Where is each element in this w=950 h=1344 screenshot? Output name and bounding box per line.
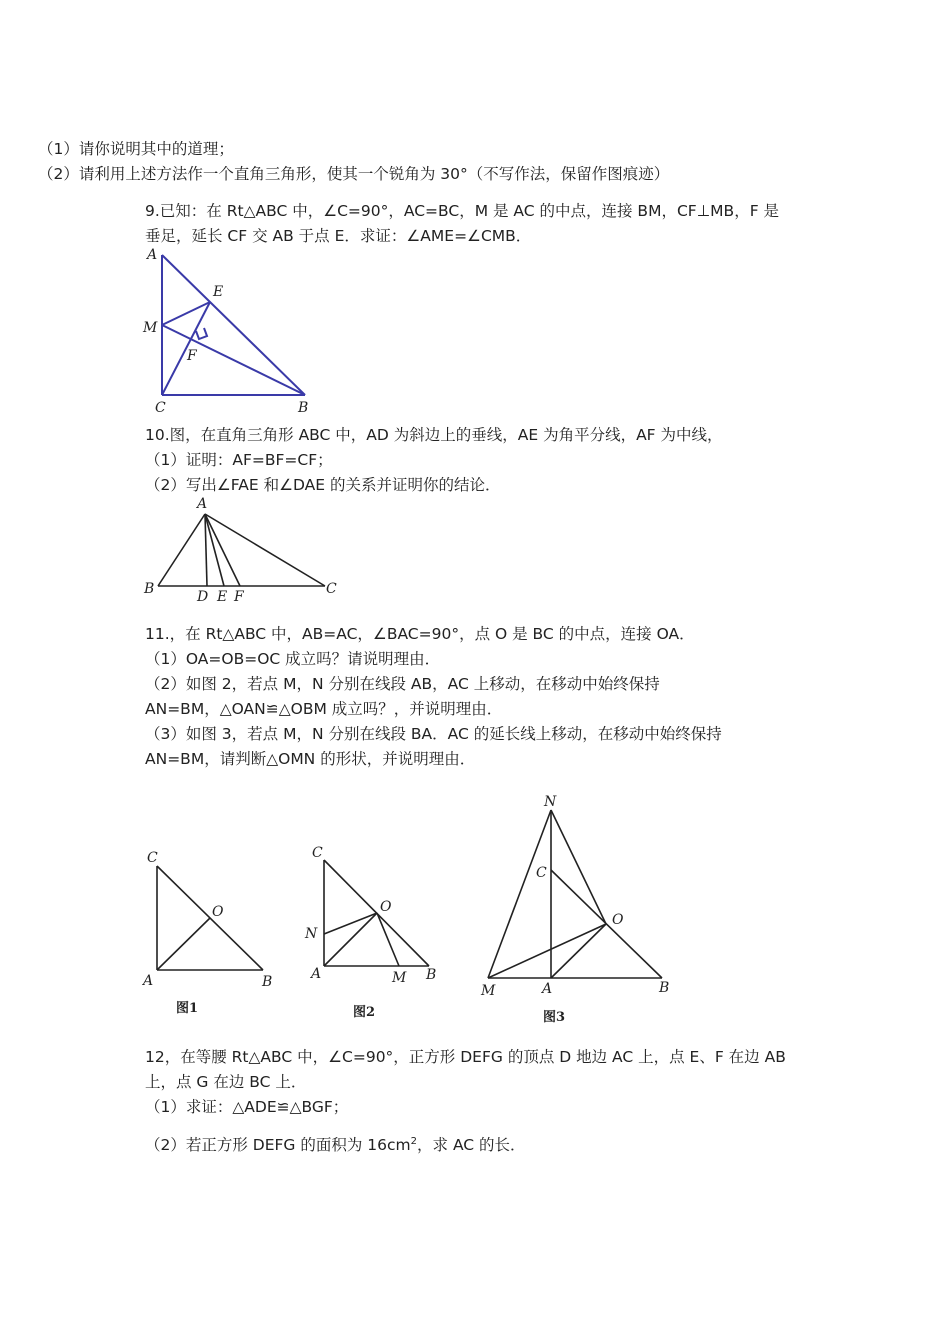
figure-q11-3 xyxy=(475,790,680,1030)
question-11-part-3: （3）如图 3，若点 M，N 分别在线段 BA．AC 的延长线上移动，在移动中始终保持 xyxy=(145,725,722,743)
label-N: N xyxy=(305,926,318,942)
question-12-part-2-text: （2）若正方形 DEFG 的面积为 16cm xyxy=(145,1136,411,1154)
label-C: C xyxy=(155,400,166,416)
label-B: B xyxy=(298,400,309,416)
question-10-part-2: （2）写出∠FAE 和∠DAE 的关系并证明你的结论． xyxy=(145,476,501,494)
question-11-line-1: 11.，在 Rt△ABC 中，AB=AC，∠BAC=90°，点 O 是 BC 的中点，连接 OA． xyxy=(145,625,695,643)
question-10-part-1: （1）证明：AF=BF=CF； xyxy=(145,451,333,469)
label-A: A xyxy=(147,247,158,263)
label-A: A xyxy=(542,981,553,997)
figure-q10 xyxy=(140,493,345,608)
label-N: N xyxy=(544,794,557,810)
question-12-line-1: 12，在等腰 Rt△ABC 中，∠C=90°，正方形 DEFG 的顶点 D 地边 AC 上，点 E、F 在边 AB xyxy=(145,1048,786,1066)
label-A: A xyxy=(197,496,208,512)
question-11-part-2: （2）如图 2，若点 M，N 分别在线段 AB，AC 上移动，在移动中始终保持 xyxy=(145,675,660,693)
question-12-part-1: （1）求证：△ADE≌△BGF； xyxy=(145,1098,349,1116)
question-10-line-1: 10.图，在直角三角形 ABC 中，AD 为斜边上的垂线，AE 为角平分线，AF 为中线， xyxy=(145,426,723,444)
label-M: M xyxy=(143,320,158,336)
label-B: B xyxy=(659,980,670,996)
figure-1-caption: 图1 xyxy=(176,1001,199,1016)
figure-q11-1 xyxy=(138,840,283,1020)
label-F: F xyxy=(234,589,244,605)
question-12-part-2-end: ，求 AC 的长． xyxy=(417,1136,526,1154)
figure-2-caption: 图2 xyxy=(353,1005,376,1020)
label-M: M xyxy=(481,983,496,999)
label-C: C xyxy=(312,845,323,861)
label-F: F xyxy=(187,348,197,364)
question-8-part-1: （1）请你说明其中的道理； xyxy=(38,140,234,158)
question-9-line-2: 垂足，延长 CF 交 AB 于点 E．求证：∠AME=∠CMB． xyxy=(145,227,532,245)
label-B: B xyxy=(262,974,273,990)
label-O: O xyxy=(612,912,624,928)
question-11-part-2-cont: AN=BM，△OAN≌△OBM 成立吗？，并说明理由． xyxy=(145,700,503,718)
label-D: D xyxy=(197,589,209,605)
question-9-line-1: 9.已知：在 Rt△ABC 中，∠C=90°，AC=BC，M 是 AC 的中点，连接 BM，CF⊥MB，F 是 xyxy=(145,202,780,220)
label-O: O xyxy=(380,899,392,915)
label-C: C xyxy=(536,865,547,881)
label-A: A xyxy=(143,973,154,989)
label-A: A xyxy=(311,966,322,982)
label-M: M xyxy=(392,970,407,986)
superscript-exponent: 2 xyxy=(410,1135,418,1147)
question-12-part-2 xyxy=(145,1135,526,1155)
figure-3-caption: 图3 xyxy=(543,1010,566,1025)
question-11-part-1: （1）OA=OB=OC 成立吗？请说明理由． xyxy=(145,650,441,668)
question-11-part-3-cont: AN=BM，请判断△OMN 的形状，并说明理由． xyxy=(145,750,476,768)
label-C: C xyxy=(326,581,337,597)
label-C: C xyxy=(147,850,158,866)
label-B: B xyxy=(426,967,437,983)
label-E: E xyxy=(213,284,224,300)
label-O: O xyxy=(212,904,224,920)
figure-q9 xyxy=(140,244,320,419)
question-12-line-2: 上，点 G 在边 BC 上． xyxy=(145,1073,307,1091)
label-B: B xyxy=(144,581,155,597)
label-E: E xyxy=(217,589,228,605)
question-8-part-2: （2）请利用上述方法作一个直角三角形，使其一个锐角为 30°（不写作法，保留作图痕迹） xyxy=(38,165,670,183)
figure-q11-2 xyxy=(300,838,445,1023)
